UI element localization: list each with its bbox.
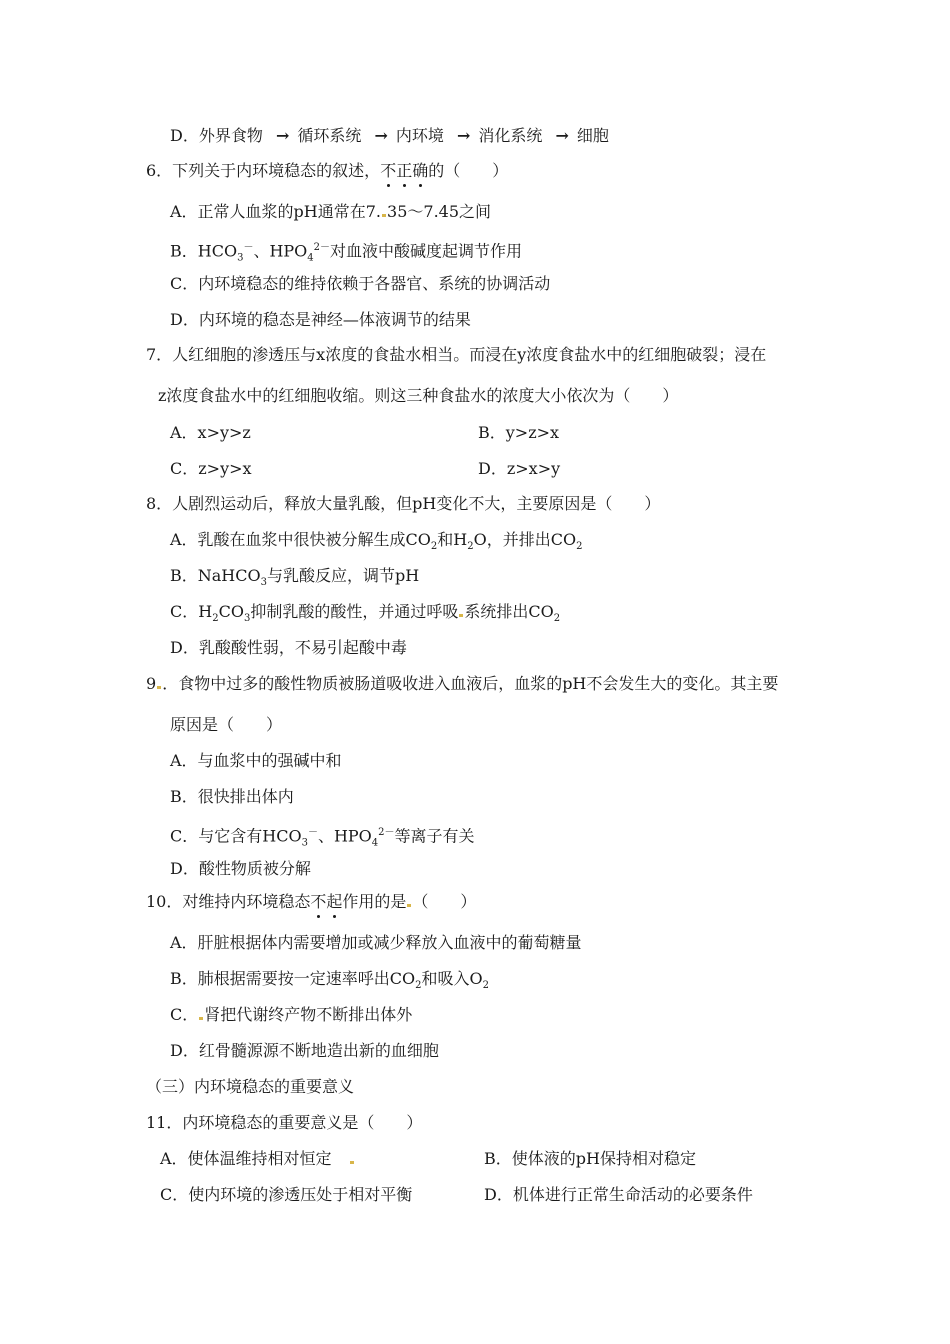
q6-option-c: C．内环境稳态的维持依赖于各器官、系统的协调活动 [170, 274, 551, 293]
q9-stem-line1 [146, 674, 778, 694]
q8-option-b [170, 566, 419, 593]
q7-option-d: D．z>x>y [478, 459, 561, 478]
q7-option-b: B．y>z>x [478, 423, 560, 442]
speck-mark [382, 214, 386, 217]
q8-option-d: D．乳酸酸性弱，不易引起酸中毒 [170, 638, 407, 657]
subscript: 4 [307, 252, 314, 264]
q6-option-b [170, 238, 522, 269]
flow-step-4: 消化系统 [478, 126, 543, 145]
q6-option-a [170, 202, 491, 222]
q9-c-text: 等离子有关 [394, 826, 475, 846]
q8-c-text: CO [218, 602, 244, 621]
q8-b-text: 与乳酸反应，调节pH [267, 566, 420, 585]
q10-b-text: 和吸入O [421, 969, 483, 988]
q9-option-b: B．很快排出体内 [170, 787, 294, 806]
q7-option-a: A．x>y>z [170, 423, 251, 442]
subscript: 3 [237, 252, 244, 264]
superscript: 2－ [378, 827, 395, 838]
arrow-icon: → [374, 126, 388, 145]
q9-option-d: D．酸性物质被分解 [170, 859, 311, 878]
q6-a-text-tail: 35～7.45之间 [387, 202, 492, 221]
q10-stem [146, 892, 476, 912]
emphasis-char: 不 [310, 892, 327, 911]
q10-stem-tail: （ ） [412, 892, 477, 911]
subscript: 2 [415, 980, 422, 992]
subscript: 3 [260, 577, 267, 589]
emphasis-char: 起 [326, 892, 343, 911]
speck-mark [459, 614, 463, 617]
subscript: 3 [301, 837, 308, 849]
q9-stem-text: ．食物中过多的酸性物质被肠道吸收进入血液后，血浆的pH不会发生大的变化。其主要 [162, 674, 779, 693]
subscript: 4 [371, 837, 379, 849]
q10-option-c [170, 1005, 412, 1025]
q8-c-text: C．H [170, 602, 213, 621]
q7-stem-line2: z浓度食盐水中的红细胞收缩。则这三种食盐水的浓度大小依次为（ ） [158, 386, 679, 405]
q8-option-c [170, 602, 560, 629]
arrow-icon: → [275, 126, 290, 145]
flow-step-5: 细胞 [576, 126, 609, 145]
q8-a-text: 和H [437, 530, 468, 549]
subscript: 2 [553, 613, 561, 625]
q11-option-b: B．使体液的pH保持相对稳定 [484, 1149, 696, 1168]
arrow-icon: → [555, 126, 569, 145]
emphasis-char: 不 [380, 161, 397, 180]
q6-a-text: A．正常人血浆的pH通常在7. [170, 202, 382, 221]
superscript: 2－ [313, 242, 331, 253]
q5-d-prefix: D． [170, 126, 199, 145]
q11-option-c: C．使内环境的渗透压处于相对平衡 [160, 1185, 413, 1204]
q9-option-a: A．与血浆中的强碱中和 [170, 751, 342, 770]
q10-c-text: 肾把代谢终产物不断排出体外 [204, 1005, 413, 1024]
emphasis-char: 确 [412, 161, 429, 180]
subscript: 2 [482, 980, 489, 992]
q9-c-text: C．与它含有HCO [170, 826, 302, 846]
q6-stem [146, 161, 508, 181]
q10-option-d: D．红骨髓源源不断地造出新的血细胞 [170, 1041, 439, 1060]
q10-option-b [170, 969, 489, 996]
q8-stem: 8．人剧烈运动后，释放大量乳酸，但pH变化不大，主要原因是（ ） [146, 494, 661, 513]
q10-b-text: B．肺根据需要按一定速率呼出CO [170, 969, 416, 988]
subscript: 2 [212, 613, 219, 625]
subscript: 2 [576, 541, 583, 553]
q7-option-c: C．z>y>x [170, 459, 252, 478]
q8-b-text: B．NaHCO [170, 566, 261, 585]
flow-step-3: 内环境 [395, 126, 444, 145]
q8-c-text: 系统排出CO [464, 602, 554, 621]
q9-c-text: 、HPO [317, 826, 372, 846]
q10-c-text: C． [170, 1005, 199, 1024]
q9-stem-line2: 原因是（ ） [170, 715, 283, 734]
q8-a-text: A．乳酸在血浆中很快被分解生成CO [170, 530, 431, 549]
q6-stem-text: 6．下列关于内环境稳态的叙述， [146, 161, 381, 180]
speck-mark [350, 1161, 354, 1164]
speck-mark [407, 904, 411, 907]
q6-b-text: 对血液中酸碱度起调节作用 [330, 241, 523, 261]
q5-option-d [170, 126, 609, 146]
q7-stem-line1: 7．人红细胞的渗透压与x浓度的食盐水相当。而浸在y浓度食盐水中的红细胞破裂；浸在 [146, 345, 767, 364]
q10-option-a: A．肝脏根据体内需要增加或减少释放入血液中的葡萄糖量 [170, 933, 582, 952]
flow-step-2: 循环系统 [297, 126, 362, 145]
superscript: － [307, 827, 318, 838]
q11-option-d: D．机体进行正常生命活动的必要条件 [484, 1185, 753, 1204]
q11-stem: 11．内环境稳态的重要意义是（ ） [146, 1113, 423, 1132]
q10-stem-text: 作用的是 [342, 892, 407, 911]
superscript: － [243, 242, 254, 253]
q11-a-text: A．使体温维持相对恒定 [160, 1149, 332, 1168]
q8-option-a [170, 530, 583, 557]
q10-stem-text: 10．对维持内环境稳态 [146, 892, 311, 911]
q6-stem-tail: 的（ ） [428, 161, 509, 180]
speck-mark [199, 1017, 203, 1020]
q6-b-text: B．HCO [170, 241, 238, 261]
q6-option-d: D．内环境的稳态是神经—体液调节的结果 [170, 310, 471, 329]
q8-a-text: O，并排出CO [473, 530, 577, 549]
q11-option-a [160, 1149, 355, 1169]
subscript: 2 [467, 541, 474, 553]
subscript: 3 [243, 613, 251, 625]
q9-number: 9 [146, 674, 157, 693]
q6-b-text: 、HPO [253, 241, 308, 261]
q9-option-c [170, 823, 475, 854]
section-heading: （三）内环境稳态的重要意义 [146, 1077, 355, 1096]
flow-step-1: 外界食物 [198, 126, 263, 145]
q8-c-text: 抑制乳酸的酸性，并通过呼吸 [250, 602, 459, 621]
arrow-icon: → [456, 126, 471, 145]
subscript: 2 [430, 541, 438, 553]
emphasis-char: 正 [396, 161, 413, 180]
speck-mark [157, 686, 161, 689]
